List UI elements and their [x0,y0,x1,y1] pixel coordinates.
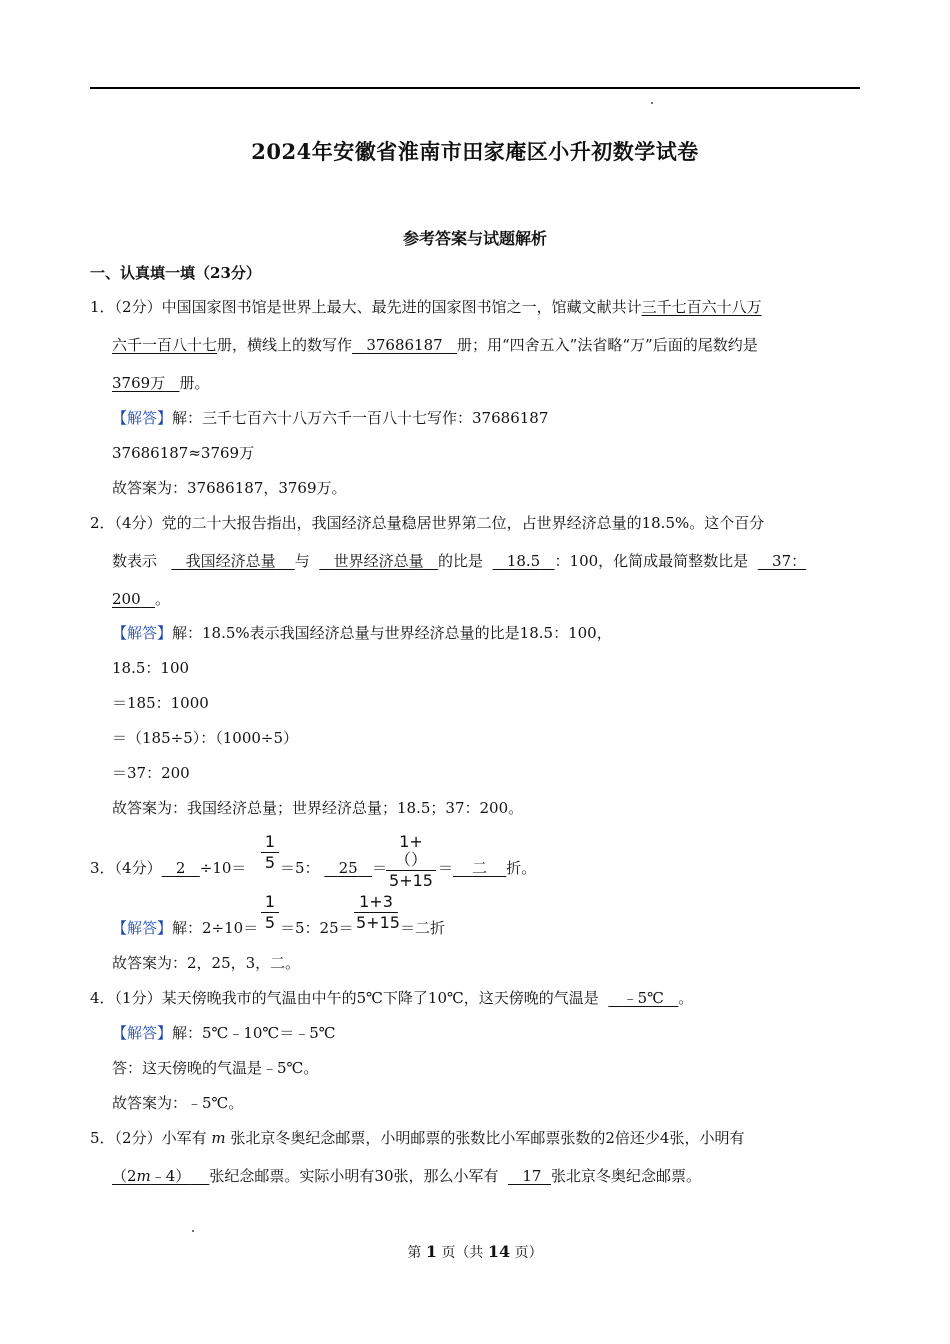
q3-solution-fraction-2: 1+3 5+15 [356,892,400,932]
q1-solution-1: 【解答】解：三千七百六十八万六千一百八十七写作：37686187 [112,409,549,427]
q2-line3: 200 。 [112,590,170,608]
page-footer: 第 1 页（共 14 页） [407,1242,543,1261]
q1-line1: 1．（2分）中国国家图书馆是世界上最大、最先进的国家图书馆之一，馆藏文献共计三千七百六十八万 [90,298,762,316]
answer-tag: 【解答】 [112,1024,173,1042]
q2-line1: 2．（4分）党的二十大报告指出，我国经济总量稳居世界第二位，占世界经济总量的18.5%。这个百分 [90,514,765,532]
q5-answer-1: （2m﹣4） [112,1167,191,1185]
q5-line2: （2m﹣4） 张纪念邮票。实际小明有30张，那么小军有 17 张北京冬奥纪念邮票。 [112,1167,702,1185]
q1-line3: 3769万 册。 [112,374,210,392]
q3-solution-mid: ＝5：25＝ [280,919,354,937]
q3-line1-end: ＝ 二 折。 [438,859,537,877]
q4-solution-2: 答：这天傍晚的气温是﹣5℃。 [112,1059,319,1077]
q2-solution-2: 18.5：100 [112,659,190,677]
q3-solution-end: ＝二折 [400,919,446,937]
q3-fraction-2: 1+（） 5+15 [386,833,436,890]
q1-underlined-number: 三千七百六十八万 [641,298,762,316]
q1-answer-1: 37686187 [366,336,443,354]
q2-answer-1: 我国经济总量 [185,552,276,570]
q4-solution-1: 【解答】解：5℃﹣10℃＝﹣5℃ [112,1024,336,1042]
q2-answer-3: 18.5 [506,552,541,570]
q2-solution-1: 【解答】解：18.5%表示我国经济总量与世界经济总量的比是18.5：100， [112,624,612,642]
q1-answer-2: 3769万 [112,374,166,392]
q3-answer-2: 25 [338,859,358,877]
q3-fraction-1: 1 5 [261,833,279,872]
q4-line1: 4．（1分）某天傍晚我市的气温由中午的5℃下降了10℃，这天傍晚的气温是 ﹣5℃ 。 [90,989,694,1007]
q1-solution-3: 故答案为：37686187，3769万。 [112,479,347,497]
q5-line1: 5．（2分）小军有 m 张北京冬奥纪念邮票，小明邮票的张数比小军邮票张数的2倍还少4张，小明有 [90,1129,745,1147]
q2-answer-4a: 37： [772,552,807,570]
q3-solution-2: 故答案为：2，25，3，二。 [112,954,301,972]
page-total: 14 [487,1242,511,1261]
q3-answer-3: 二 [472,859,488,877]
page-subtitle: 参考答案与试题解析 [402,229,547,248]
q2-solution-3: ＝185：1000 [112,694,209,712]
q2-answer-4b: 200 [112,590,141,608]
answer-tag: 【解答】 [112,409,173,427]
q3-solution-1: 【解答】解：2÷10＝ [112,919,259,937]
q3-solution-fraction-1: 1 5 [261,893,279,932]
q1-line2: 六千一百八十七册，横线上的数写作 37686187 册；用“四舍五入”法省略“万”后面的尾数约是 [112,336,758,354]
page-number: 1 [425,1242,437,1261]
q4-solution-3: 故答案为：﹣5℃。 [112,1094,244,1112]
q3-answer-1: 2 [175,859,186,877]
q1-solution-2: 37686187≈3769万 [112,444,255,462]
q2-answer-2: 世界经济总量 [333,552,424,570]
q3-line1-mid: ＝5： 25 ＝ [280,859,388,877]
page-title: 2024年安徽省淮南市田家庵区小升初数学试卷 [251,139,699,164]
section-heading: 一、认真填一填（23分） [90,264,261,282]
q2-line2: 数表示 我国经济总量 与 世界经济总量 的比是 18.5 ：100，化简成最简整数比是 37： [112,552,807,570]
q3-line1: 3．（4分） 2 ÷10＝ [90,859,247,877]
scan-dot [192,1230,194,1232]
answer-tag: 【解答】 [112,624,173,642]
answer-tag: 【解答】 [112,919,173,937]
q2-solution-5: ＝37：200 [112,764,190,782]
q5-answer-2: 17 [522,1167,542,1185]
q4-answer: ﹣5℃ [622,989,664,1007]
header-rule [90,87,860,89]
scan-dot [651,102,653,104]
q2-solution-4: ＝（185÷5）：（1000÷5） [112,729,299,747]
q2-solution-6: 故答案为：我国经济总量；世界经济总量；18.5；37：200。 [112,799,524,817]
